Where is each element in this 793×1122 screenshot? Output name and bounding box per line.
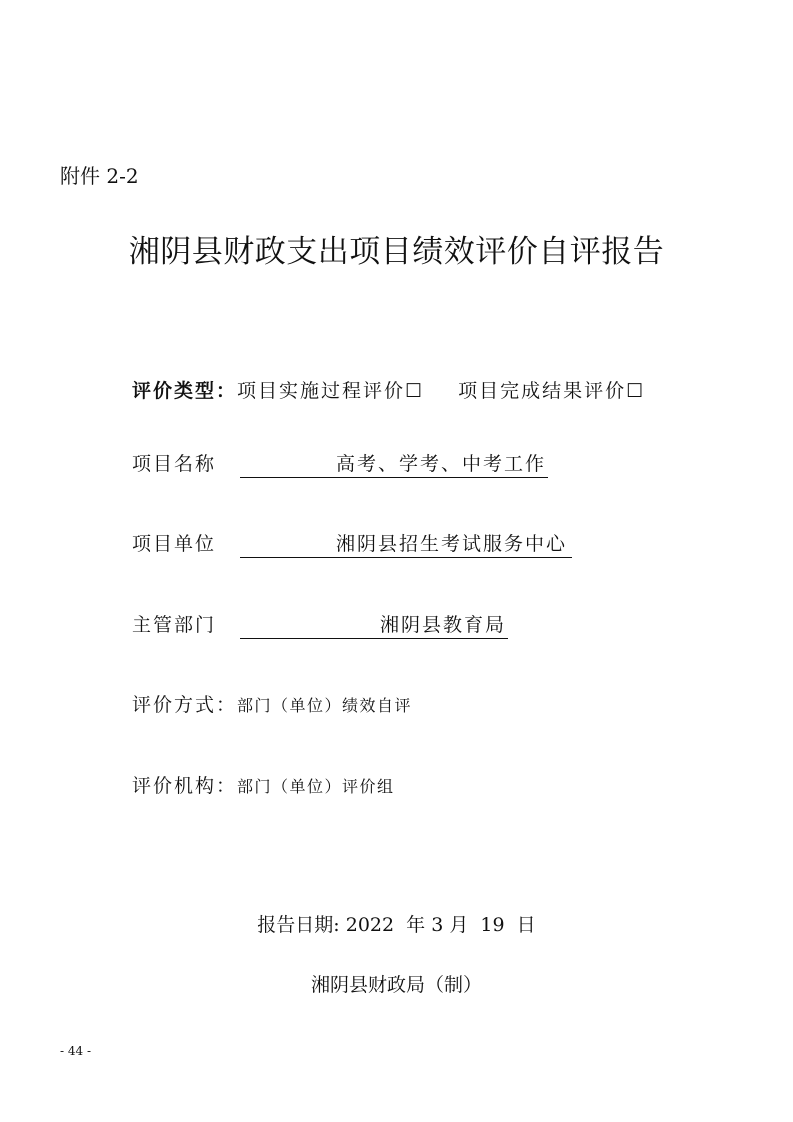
page-number: - 44 - [60, 1044, 92, 1058]
eval-org-value: 部门（单位）评价组 [237, 777, 395, 796]
project-unit-value: 湘阴县招生考试服务中心 [240, 529, 572, 558]
eval-type-label: 评价类型： [132, 380, 238, 402]
eval-method-row [132, 690, 412, 717]
eval-org-label: 评价机构： [132, 775, 238, 797]
project-name-row [132, 449, 548, 478]
document-title: 湘阴县财政支出项目绩效评价自评报告 [128, 234, 665, 270]
eval-method-label: 评价方式： [132, 694, 238, 716]
project-name-value: 高考、学考、中考工作 [240, 449, 548, 478]
project-name-label: 项目名称 [132, 453, 217, 475]
eval-method-value: 部门（单位）绩效自评 [237, 696, 413, 715]
eval-type-option-process[interactable]: 项目实施过程评价☐ [237, 380, 425, 402]
dept-label: 主管部门 [132, 614, 217, 636]
project-unit-label: 项目单位 [132, 533, 217, 555]
issuer: 湘阴县财政局（制） [310, 974, 482, 996]
project-unit-row [132, 529, 572, 558]
eval-type-row [132, 376, 645, 403]
dept-row [132, 610, 508, 639]
report-date: 报告日期: 2022 年 3 月 19 日 [257, 914, 536, 936]
dept-value: 湘阴县教育局 [240, 610, 508, 639]
eval-type-option-result[interactable]: 项目完成结果评价☐ [458, 380, 646, 402]
attachment-label: 附件 2-2 [60, 164, 139, 188]
eval-org-row [132, 771, 395, 798]
